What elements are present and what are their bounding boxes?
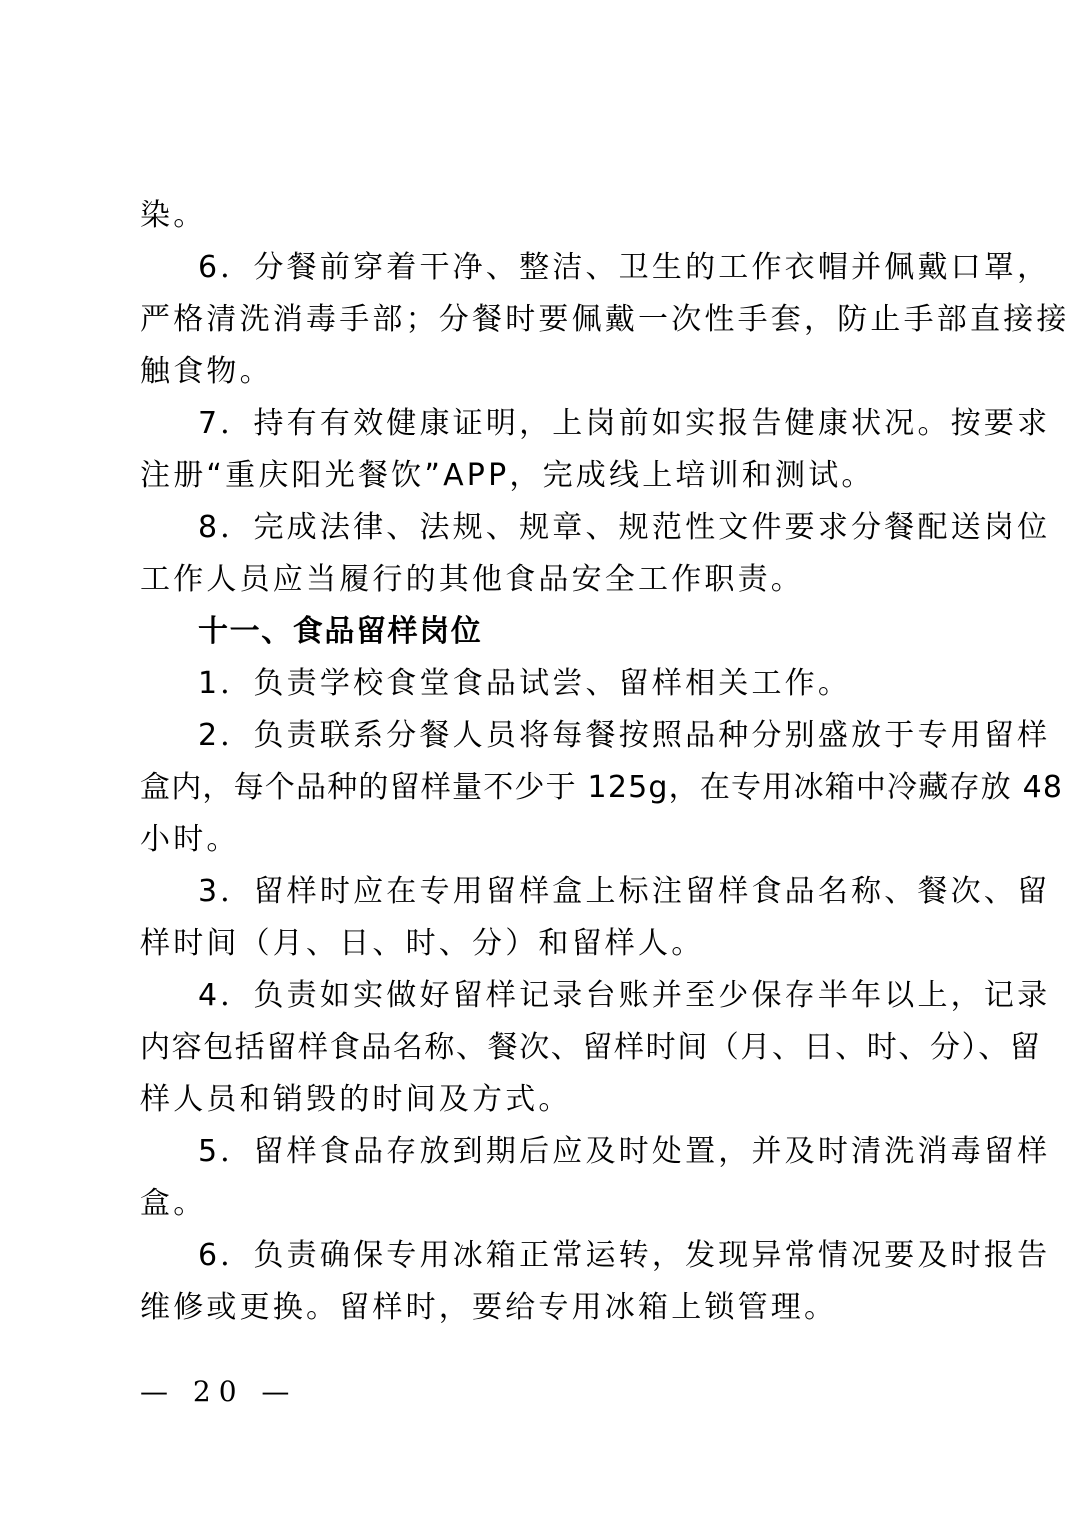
text-line: 4．负责如实做好留样记录台账并至少保存半年以上，记录 <box>198 978 1051 1013</box>
text-line: 盒。 <box>140 1186 207 1221</box>
text-line: 1．负责学校食堂食品试尝、留样相关工作。 <box>198 666 852 701</box>
text-line: 工作人员应当履行的其他食品安全工作职责。 <box>140 562 804 597</box>
text-line: 盒内，每个品种的留样量不少于 125g，在专用冰箱中冷藏存放 48 <box>140 770 1064 805</box>
text-line: 7．持有有效健康证明，上岗前如实报告健康状况。按要求 <box>198 406 1051 441</box>
text-line: 小时。 <box>140 822 240 857</box>
text-line: 3．留样时应在专用留样盒上标注留样食品名称、餐次、留 <box>198 874 1051 909</box>
text-line: 严格清洗消毒手部；分餐时要佩戴一次性手套，防止手部直接接 <box>140 302 1070 337</box>
text-line: 维修或更换。留样时，要给专用冰箱上锁管理。 <box>140 1290 838 1325</box>
text-line: 6．负责确保专用冰箱正常运转，发现异常情况要及时报告 <box>198 1238 1051 1273</box>
text-line: 6．分餐前穿着干净、整洁、卫生的工作衣帽并佩戴口罩， <box>198 250 1051 285</box>
text-line: 样人员和销毁的时间及方式。 <box>140 1082 572 1117</box>
text-line: 触食物。 <box>140 354 273 389</box>
text-line: 样时间（月、日、时、分）和留样人。 <box>140 926 705 961</box>
text-line: 内容包括留样食品名称、餐次、留样时间（月、日、时、分）、留 <box>140 1030 1042 1065</box>
text-line: 染。 <box>140 198 207 233</box>
page-number: — 20 — <box>140 1375 298 1408</box>
text-line: 5．留样食品存放到期后应及时处置，并及时清洗消毒留样 <box>198 1134 1051 1169</box>
text-line: 注册“重庆阳光餐饮”APP，完成线上培训和测试。 <box>140 458 875 493</box>
text-line: 2．负责联系分餐人员将每餐按照品种分别盛放于专用留样 <box>198 718 1051 753</box>
text-line: 8．完成法律、法规、规章、规范性文件要求分餐配送岗位 <box>198 510 1051 545</box>
section-heading: 十一、食品留样岗位 <box>198 614 483 649</box>
